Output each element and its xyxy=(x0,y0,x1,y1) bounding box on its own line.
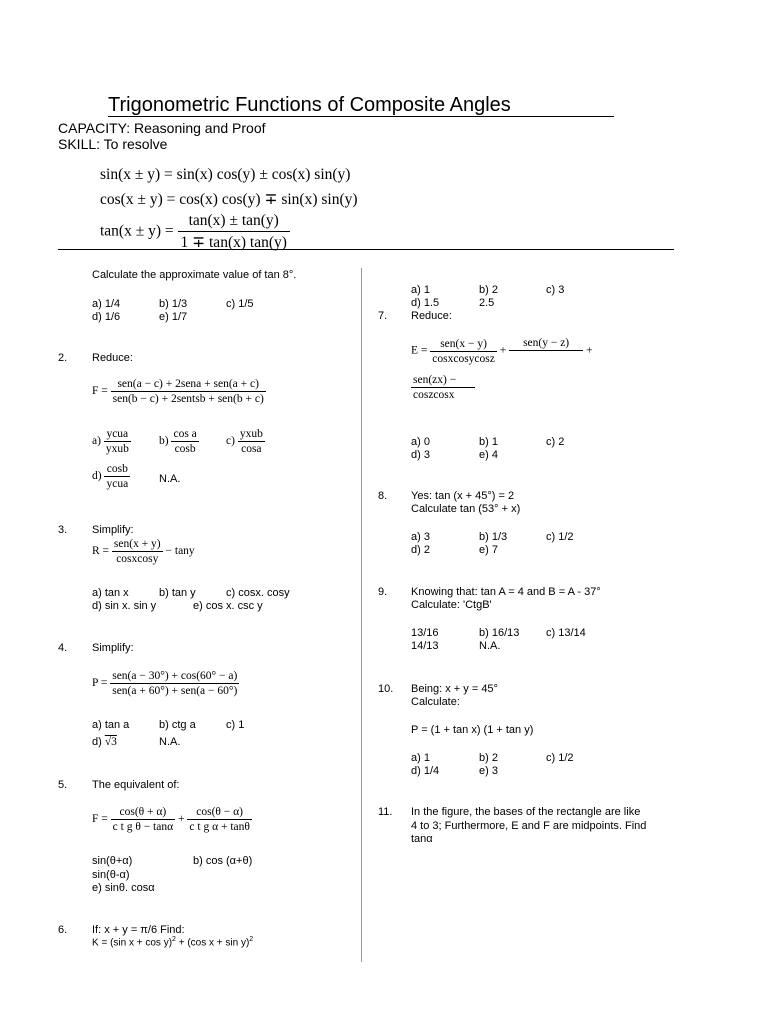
q7-option-a: a) 0 xyxy=(411,436,430,448)
sin-formula-rhs: sin(x) cos(y) ± cos(x) sin(y) xyxy=(176,166,351,183)
q4-number: 4. xyxy=(58,642,68,654)
q7-fraction-1-den: cosxcosycosz xyxy=(432,352,495,365)
sin-formula xyxy=(100,166,350,184)
q9-text-2: Calculate: 'CtgB' xyxy=(411,599,492,611)
tan-formula-lhs: tan(x ± y) = xyxy=(100,222,174,240)
q2-option-b xyxy=(159,428,199,455)
tan-formula-numerator: tan(x) ± tan(y) xyxy=(178,212,290,232)
q2-option-c-label: c) xyxy=(226,435,235,448)
q1-text: Calculate the approximate value of tan 8°. xyxy=(92,269,297,281)
q1-option-d: d) 1/6 xyxy=(92,311,121,323)
q5-option-1: sin(θ+α) xyxy=(92,855,133,867)
q7-option-b: b) 1 xyxy=(479,436,498,448)
q2-text: Reduce: xyxy=(92,352,133,364)
tan-formula xyxy=(100,212,290,252)
q2-fraction xyxy=(111,378,266,405)
q1-option-a: a) 1/4 xyxy=(92,298,121,310)
q6-option-a: a) 1 xyxy=(411,284,430,296)
cos-formula-rhs: cos(x) cos(y) ∓ sin(x) sin(y) xyxy=(179,191,358,208)
q6-expression-part-b: + (cos x + sin y) xyxy=(178,937,250,949)
q2-option-b-den: cosb xyxy=(174,443,196,455)
q5-text: The equivalent of: xyxy=(92,779,180,791)
q3-denominator: cosxcosy xyxy=(116,553,159,565)
q3-text: Simplify: xyxy=(92,524,134,536)
q2-option-d-fraction xyxy=(104,463,130,490)
q5-fraction-2-den: c t g α + tanθ xyxy=(189,821,250,833)
q11-text-2: 4 to 3; Furthermore, E and F are midpoints. Find xyxy=(411,820,647,832)
q2-option-a-fraction xyxy=(104,428,131,455)
q6-option-d: d) 1.5 xyxy=(411,297,440,309)
q5-option-2: b) cos (α+θ) xyxy=(193,855,253,867)
q3-fraction xyxy=(112,538,163,565)
q9-option-c: c) 13/14 xyxy=(546,627,586,639)
q2-option-d-den: ycua xyxy=(106,478,129,490)
header-divider xyxy=(58,249,674,250)
q5-fraction-1-den: c t g θ − tanα xyxy=(112,821,174,833)
q8-text-1: Yes: tan (x + 45°) = 2 xyxy=(411,490,515,502)
q2-option-c-den: cosa xyxy=(241,443,262,455)
q2-denominator: sen(b − c) + 2sentsb + sen(b + c) xyxy=(112,393,264,405)
q7-fraction-1 xyxy=(430,338,497,365)
q8-option-c: c) 1/2 xyxy=(546,531,574,543)
tan-formula-denominator: 1 ∓ tan(x) tan(y) xyxy=(180,234,287,251)
q4-option-e: N.A. xyxy=(159,736,181,748)
q7-fraction-1-num: sen(x − y) xyxy=(430,338,497,352)
q2-option-a-num: ycua xyxy=(104,428,131,442)
q4-numerator: sen(a − 30°) + cos(60° − a) xyxy=(112,670,238,682)
q5-option-3: sin(θ-α) xyxy=(92,869,130,881)
q8-option-e: e) 7 xyxy=(479,544,498,556)
q2-option-b-fraction xyxy=(171,428,198,455)
q6-exponent-2: 2 xyxy=(249,936,254,943)
q7-fraction-2-den xyxy=(509,351,583,365)
q2-option-c-num: yxub xyxy=(239,428,263,440)
q2-option-c xyxy=(226,428,265,455)
q2-option-c-fraction xyxy=(238,428,265,455)
q7-fraction-3-den: coszcosx xyxy=(413,389,455,401)
q10-expression: P = (1 + tan x) (1 + tan y) xyxy=(411,724,534,736)
cos-formula-lhs: cos(x ± y) = xyxy=(100,191,176,208)
q3-option-a: a) tan x xyxy=(92,587,129,599)
q4-option-c: c) 1 xyxy=(226,719,245,731)
q3-number: 3. xyxy=(58,524,68,536)
q9-option-d: 14/13 xyxy=(411,640,439,652)
q9-option-a: 13/16 xyxy=(411,627,439,639)
q6-option-c: c) 3 xyxy=(546,284,565,296)
q4-option-d-label: d) xyxy=(92,736,102,748)
q7-fraction-3 xyxy=(411,374,475,401)
q9-option-b: b) 16/13 xyxy=(479,627,520,639)
cos-formula xyxy=(100,190,358,209)
q1-option-c: c) 1/5 xyxy=(226,298,254,310)
q2-option-b-num: cos a xyxy=(173,428,197,440)
q5-fraction-2 xyxy=(187,806,252,833)
q2-numerator: sen(a − c) + 2sena + sen(a + c) xyxy=(111,378,266,392)
q11-text-3: tanα xyxy=(411,833,433,845)
q5-number: 5. xyxy=(58,779,68,791)
q2-option-b-label: b) xyxy=(159,435,169,448)
q5-plus: + xyxy=(178,813,185,826)
title-underline xyxy=(108,116,614,117)
capacity-line: CAPACITY: Reasoning and Proof xyxy=(58,120,266,136)
column-divider xyxy=(361,268,362,962)
q7-text: Reduce: xyxy=(411,310,452,322)
q8-option-d: d) 2 xyxy=(411,544,430,556)
q3-option-b: b) tan y xyxy=(159,587,196,599)
q6-option-b: b) 2 xyxy=(479,284,498,296)
q4-fraction xyxy=(110,670,239,697)
q1-option-e: e) 1/7 xyxy=(159,311,188,323)
q2-option-a xyxy=(92,428,131,455)
q7-option-d: d) 3 xyxy=(411,449,430,461)
q8-option-b: b) 1/3 xyxy=(479,531,508,543)
q7-option-c: c) 2 xyxy=(546,436,565,448)
q3-option-c: c) cosx. cosy xyxy=(226,587,290,599)
q5-lhs: F = xyxy=(92,813,108,826)
q4-option-d-value: √3 xyxy=(104,736,117,748)
q7-fraction-2-num: sen(y − z) xyxy=(509,337,583,351)
q2-option-d-label: d) xyxy=(92,470,102,483)
q7-plus-2: + xyxy=(585,344,593,357)
q4-text: Simplify: xyxy=(92,642,134,654)
sin-formula-lhs: sin(x ± y) = xyxy=(100,166,173,183)
q8-number: 8. xyxy=(378,490,388,502)
q4-lhs: P = xyxy=(92,677,108,690)
q6-expression xyxy=(92,936,253,948)
q7-plus-1: + xyxy=(499,344,507,357)
q2-option-a-den: yxub xyxy=(105,443,129,455)
q5-fraction-2-num: cos(θ − α) xyxy=(187,806,252,820)
q3-numerator: sen(x + y) xyxy=(113,538,161,550)
q7-expression-line-2 xyxy=(411,374,475,401)
q4-option-a: a) tan a xyxy=(92,719,130,731)
q3-expression xyxy=(92,538,195,565)
q2-option-d-num: cosb xyxy=(104,463,130,477)
skill-line: SKILL: To resolve xyxy=(58,136,168,152)
q10-number: 10. xyxy=(378,683,394,695)
q11-number: 11. xyxy=(378,806,393,818)
q5-fraction-1 xyxy=(111,806,176,833)
q9-number: 9. xyxy=(378,586,388,598)
q10-option-a: a) 1 xyxy=(411,752,430,764)
q4-option-b: b) ctg a xyxy=(159,719,196,731)
q4-denominator: sen(a + 60°) + sen(a − 60°) xyxy=(112,685,238,697)
q1-option-b: b) 1/3 xyxy=(159,298,188,310)
q10-text-1: Being: x + y = 45° xyxy=(411,683,498,695)
q7-fraction-2 xyxy=(509,337,583,365)
q8-option-a: a) 3 xyxy=(411,531,430,543)
q6-option-e: 2.5 xyxy=(479,297,495,309)
q7-fraction-3-num: sen(zx) − xyxy=(411,374,475,388)
q4-option-d xyxy=(92,736,117,748)
q11-text-1: In the figure, the bases of the rectangle are like xyxy=(411,806,641,818)
q2-option-a-label: a) xyxy=(92,435,101,448)
q7-expression xyxy=(411,337,592,365)
q6-number: 6. xyxy=(58,924,68,936)
q5-fraction-1-num: cos(θ + α) xyxy=(111,806,176,820)
q10-option-c: c) 1/2 xyxy=(546,752,574,764)
q7-option-e: e) 4 xyxy=(479,449,498,461)
q8-text-2: Calculate tan (53° + x) xyxy=(411,503,521,515)
tan-formula-fraction xyxy=(178,212,290,252)
q2-lhs: F = xyxy=(92,385,108,398)
q3-lhs: R = xyxy=(92,545,110,558)
q10-option-e: e) 3 xyxy=(479,765,498,777)
q7-number: 7. xyxy=(378,310,388,322)
q6-text: If: x + y = π/6 Find: xyxy=(92,924,185,936)
q10-option-b: b) 2 xyxy=(479,752,498,764)
q6-exponent-1: 2 xyxy=(172,936,176,943)
q3-tail: − tany xyxy=(165,545,195,558)
q2-option-e: N.A. xyxy=(159,473,181,485)
q3-option-e: e) cos x. csc y xyxy=(193,600,263,612)
page-title: Trigonometric Functions of Composite Angles xyxy=(108,94,511,116)
q2-number: 2. xyxy=(58,352,68,364)
q6-expression-part-a: K = (sin x + cos y) xyxy=(92,937,173,949)
q7-lhs: E = xyxy=(411,344,428,357)
q10-option-d: d) 1/4 xyxy=(411,765,440,777)
q9-option-e: N.A. xyxy=(479,640,501,652)
q5-option-4: e) sinθ. cosα xyxy=(92,882,155,894)
q10-text-2: Calculate: xyxy=(411,696,460,708)
q5-expression xyxy=(92,806,252,833)
q4-expression xyxy=(92,670,239,697)
q2-expression xyxy=(92,378,266,405)
q2-option-d xyxy=(92,463,130,490)
q9-text-1: Knowing that: tan A = 4 and B = A - 37° xyxy=(411,586,601,598)
q3-option-d: d) sin x. sin y xyxy=(92,600,157,612)
